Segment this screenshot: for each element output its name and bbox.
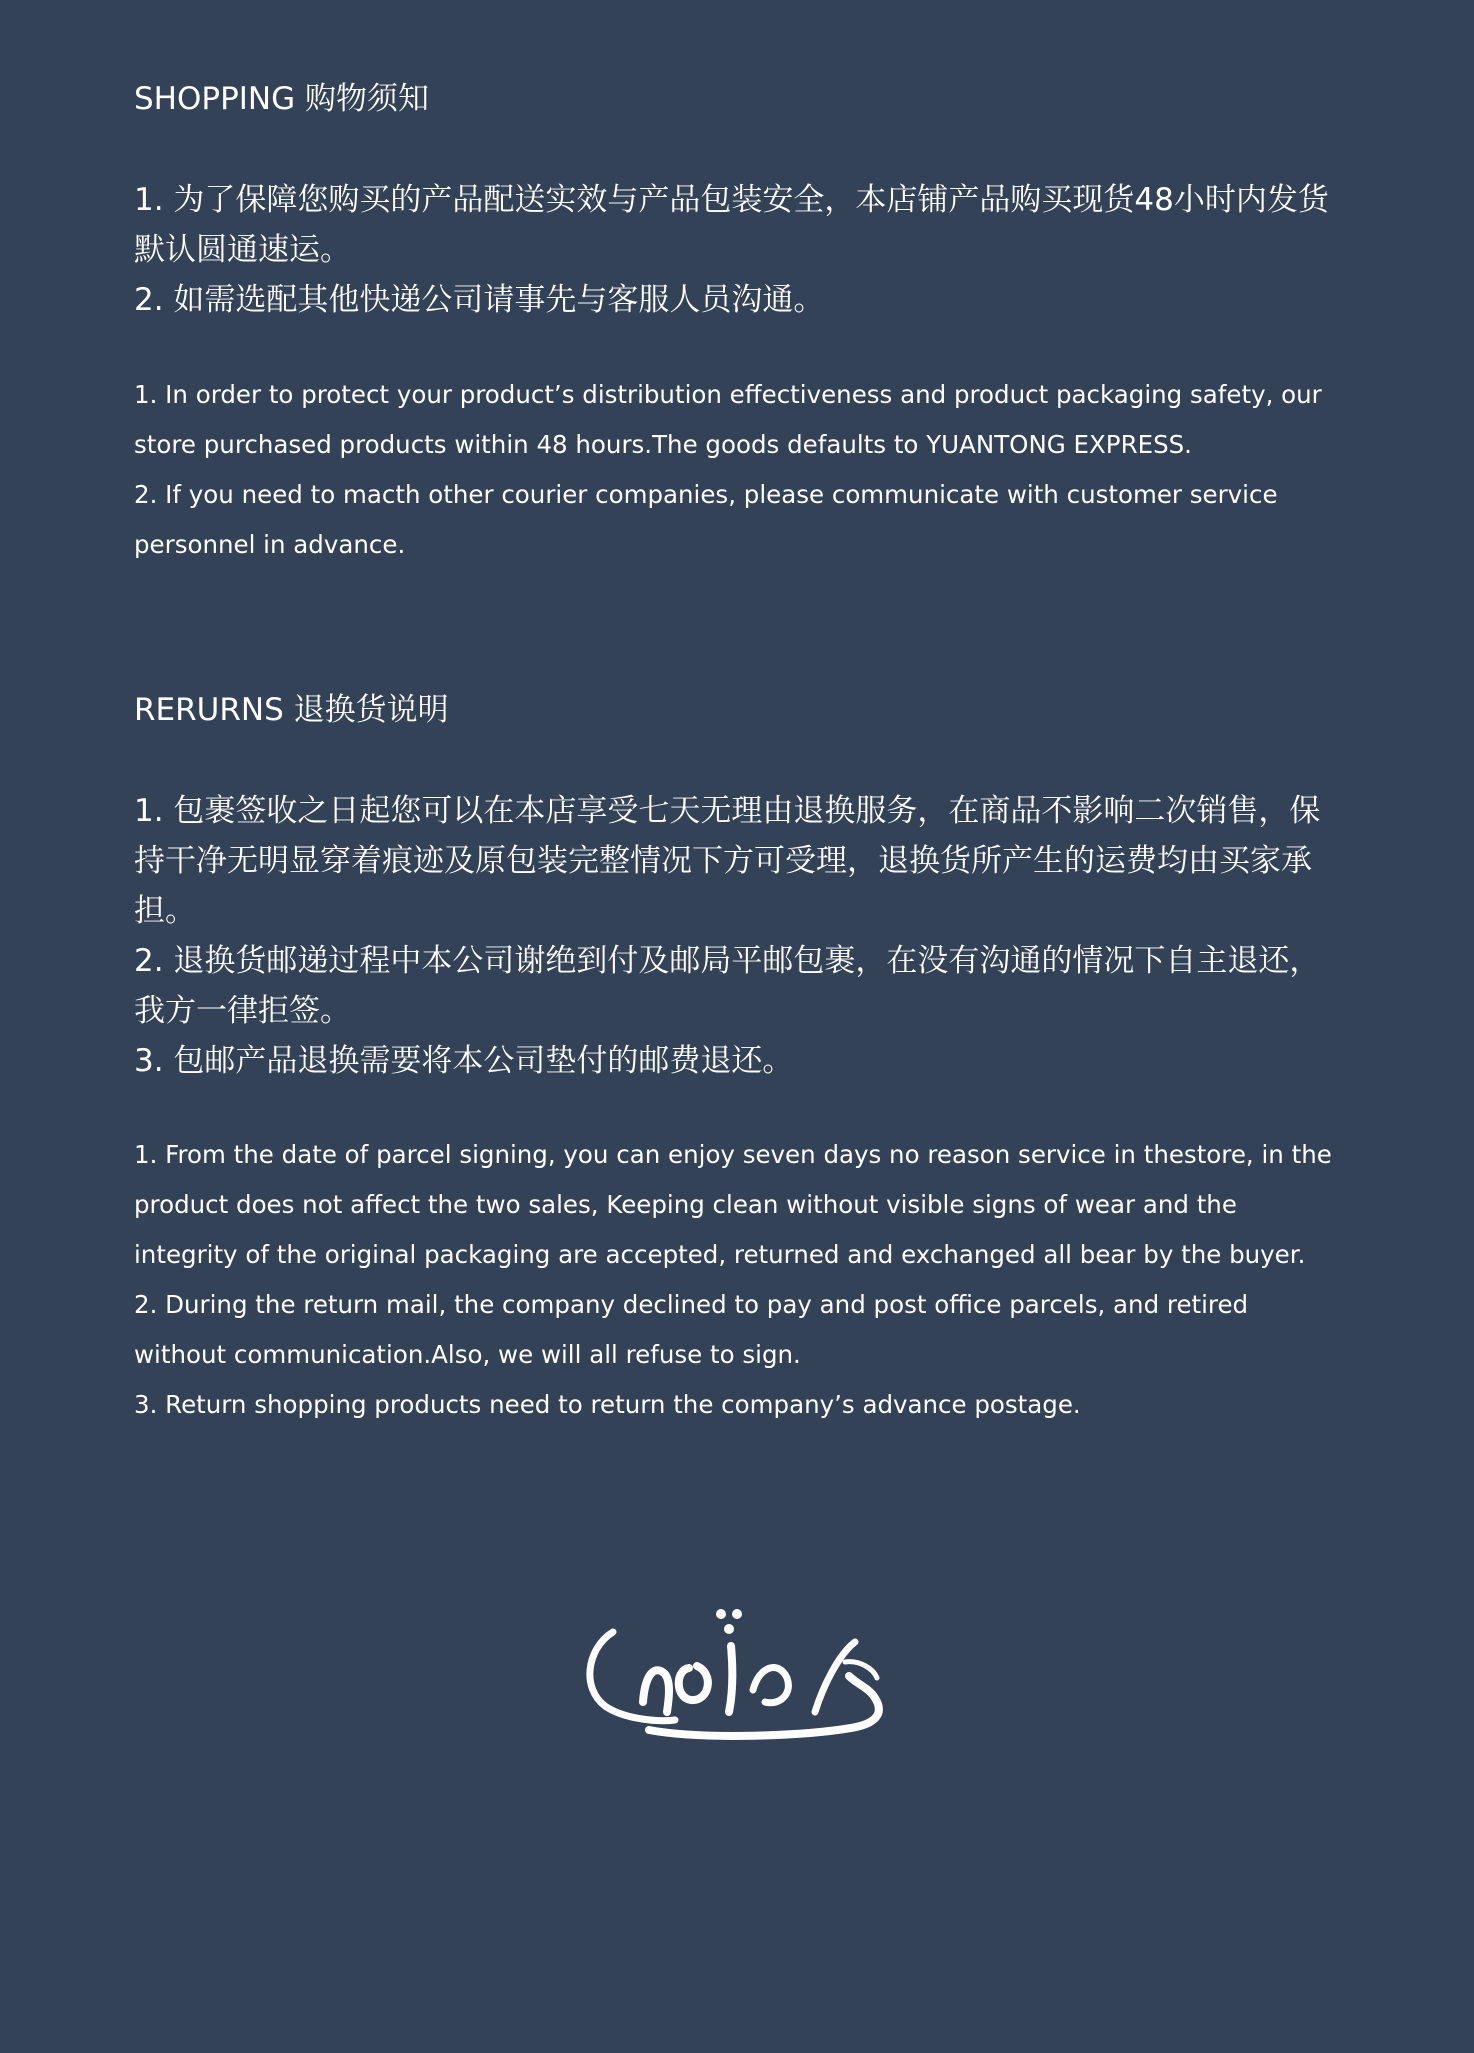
shopping-notes-english	[134, 370, 1344, 570]
returns-note-en-3: 3. Return shopping products need to return the company’s advance postage.	[134, 1390, 1081, 1419]
shopping-note-en-2: 2. If you need to macth other courier companies, please communicate with customer service personnel in advance.	[134, 480, 1278, 559]
returns-heading: RERURNS 退换货说明	[134, 692, 449, 728]
shopping-notes-chinese	[134, 175, 1344, 325]
shopping-note-en-1: 1. In order to protect your product’s distribution effectiveness and product packaging safety, our store purchased products within 48 hours.The goods defaults to YUANTONG EXPRESS.	[134, 380, 1322, 459]
returns-note-en-2: 2. During the return mail, the company declined to pay and post office parcels, and retired without communication.Also, we will all refuse to sign.	[134, 1290, 1249, 1369]
returns-notes-chinese	[134, 786, 1344, 1086]
shopping-note-cn-1: 1. 为了保障您购买的产品配送实效与产品包装安全，本店铺产品购买现货48小时内发货默认圆通速运。	[134, 182, 1329, 268]
shopping-note-cn-2: 2. 如需选配其他快递公司请事先与客服人员沟通。	[134, 282, 825, 318]
calligraphy-logo-icon	[583, 1602, 895, 1752]
returns-notes-english	[134, 1130, 1344, 1430]
returns-note-cn-3: 3. 包邮产品退换需要将本公司垫付的邮费退还。	[134, 1043, 794, 1079]
returns-note-en-1: 1. From the date of parcel signing, you can enjoy seven days no reason service in thestore, in the product does not affect the two sales, Keeping clean without visible signs of wear and the integrity of the original packaging are accepted, returned and exchanged all bear by the buyer.	[134, 1140, 1332, 1269]
returns-note-cn-2: 2. 退换货邮递过程中本公司谢绝到付及邮局平邮包裹，在没有沟通的情况下自主退还，我方一律拒签。	[134, 943, 1321, 1029]
shopping-heading: SHOPPING 购物须知	[134, 81, 429, 117]
returns-note-cn-1: 1. 包裹签收之日起您可以在本店享受七天无理由退换服务，在商品不影响二次销售，保持干净无明显穿着痕迹及原包装完整情况下方可受理，退换货所产生的运费均由买家承担。	[134, 793, 1321, 929]
